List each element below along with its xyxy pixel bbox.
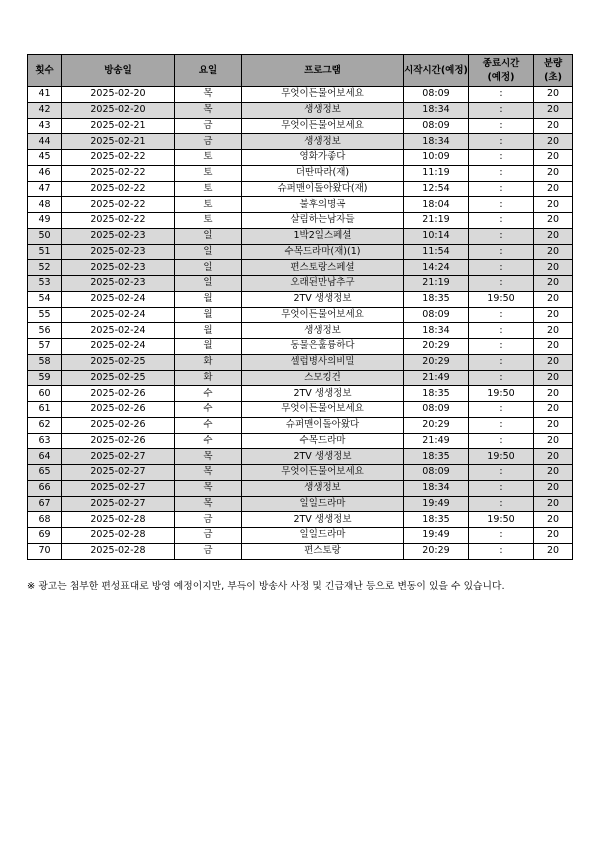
cell-end-time: :	[469, 465, 534, 481]
table-row	[28, 543, 573, 559]
cell-broadcast-date: 2025-02-27	[62, 449, 175, 465]
cell-duration: 20	[534, 323, 573, 339]
cell-program: 편스토랑스페셜	[242, 260, 404, 276]
cell-duration: 20	[534, 291, 573, 307]
cell-program: 불후의명곡	[242, 197, 404, 213]
cell-program: 일일드라마	[242, 528, 404, 544]
table-row	[28, 260, 573, 276]
cell-end-time: :	[469, 354, 534, 370]
cell-weekday: 수	[175, 417, 242, 433]
cell-start-time: 10:09	[404, 150, 469, 166]
cell-program: 셀럽병사의비밀	[242, 354, 404, 370]
cell-start-time: 21:49	[404, 433, 469, 449]
cell-broadcast-date: 2025-02-26	[62, 402, 175, 418]
cell-end-time: :	[469, 228, 534, 244]
cell-end-time: :	[469, 480, 534, 496]
cell-count: 45	[28, 150, 62, 166]
cell-start-time: 19:49	[404, 528, 469, 544]
cell-broadcast-date: 2025-02-24	[62, 291, 175, 307]
cell-program: 무엇이든물어보세요	[242, 465, 404, 481]
table-row	[28, 339, 573, 355]
cell-weekday: 토	[175, 150, 242, 166]
cell-program: 무엇이든물어보세요	[242, 118, 404, 134]
cell-broadcast-date: 2025-02-21	[62, 118, 175, 134]
header-weekday: 요일	[175, 55, 242, 87]
cell-start-time: 12:54	[404, 181, 469, 197]
cell-broadcast-date: 2025-02-23	[62, 276, 175, 292]
table-row	[28, 402, 573, 418]
table-row	[28, 417, 573, 433]
table-row	[28, 512, 573, 528]
cell-end-time: :	[469, 150, 534, 166]
cell-end-time: :	[469, 276, 534, 292]
cell-broadcast-date: 2025-02-26	[62, 417, 175, 433]
cell-broadcast-date: 2025-02-24	[62, 323, 175, 339]
cell-count: 41	[28, 87, 62, 103]
table-row	[28, 228, 573, 244]
table-row	[28, 528, 573, 544]
table-row	[28, 323, 573, 339]
cell-program: 무엇이든물어보세요	[242, 87, 404, 103]
cell-broadcast-date: 2025-02-24	[62, 307, 175, 323]
cell-start-time: 20:29	[404, 417, 469, 433]
cell-start-time: 20:29	[404, 339, 469, 355]
cell-weekday: 토	[175, 197, 242, 213]
table-body	[28, 87, 573, 560]
cell-program: 2TV 생생정보	[242, 386, 404, 402]
cell-weekday: 월	[175, 307, 242, 323]
cell-count: 42	[28, 102, 62, 118]
cell-broadcast-date: 2025-02-20	[62, 102, 175, 118]
cell-count: 65	[28, 465, 62, 481]
cell-broadcast-date: 2025-02-27	[62, 465, 175, 481]
cell-broadcast-date: 2025-02-22	[62, 165, 175, 181]
table-row	[28, 87, 573, 103]
cell-start-time: 21:19	[404, 213, 469, 229]
cell-program: 수목드라마	[242, 433, 404, 449]
cell-start-time: 10:14	[404, 228, 469, 244]
cell-broadcast-date: 2025-02-21	[62, 134, 175, 150]
cell-count: 52	[28, 260, 62, 276]
cell-end-time: :	[469, 370, 534, 386]
cell-weekday: 월	[175, 291, 242, 307]
cell-duration: 20	[534, 339, 573, 355]
table-row	[28, 449, 573, 465]
table-row	[28, 244, 573, 260]
cell-program: 2TV 생생정보	[242, 449, 404, 465]
cell-broadcast-date: 2025-02-23	[62, 260, 175, 276]
cell-end-time: :	[469, 244, 534, 260]
cell-end-time: :	[469, 323, 534, 339]
table-row	[28, 433, 573, 449]
cell-broadcast-date: 2025-02-28	[62, 543, 175, 559]
table-row	[28, 134, 573, 150]
cell-duration: 20	[534, 260, 573, 276]
cell-broadcast-date: 2025-02-22	[62, 197, 175, 213]
cell-duration: 20	[534, 118, 573, 134]
header-program: 프로그램	[242, 55, 404, 87]
cell-duration: 20	[534, 134, 573, 150]
cell-count: 62	[28, 417, 62, 433]
cell-weekday: 목	[175, 480, 242, 496]
cell-program: 생생정보	[242, 134, 404, 150]
cell-weekday: 화	[175, 354, 242, 370]
cell-weekday: 금	[175, 134, 242, 150]
cell-end-time: :	[469, 339, 534, 355]
cell-end-time: :	[469, 307, 534, 323]
cell-duration: 20	[534, 150, 573, 166]
cell-count: 68	[28, 512, 62, 528]
cell-weekday: 일	[175, 228, 242, 244]
table-row	[28, 165, 573, 181]
cell-weekday: 일	[175, 276, 242, 292]
cell-start-time: 08:09	[404, 118, 469, 134]
cell-end-time: :	[469, 181, 534, 197]
table-row	[28, 213, 573, 229]
cell-end-time: 19:50	[469, 291, 534, 307]
cell-count: 63	[28, 433, 62, 449]
cell-start-time: 11:19	[404, 165, 469, 181]
cell-start-time: 14:24	[404, 260, 469, 276]
cell-start-time: 11:54	[404, 244, 469, 260]
cell-duration: 20	[534, 386, 573, 402]
cell-weekday: 수	[175, 402, 242, 418]
cell-count: 60	[28, 386, 62, 402]
cell-end-time: :	[469, 260, 534, 276]
cell-duration: 20	[534, 276, 573, 292]
cell-duration: 20	[534, 433, 573, 449]
cell-broadcast-date: 2025-02-26	[62, 433, 175, 449]
cell-weekday: 목	[175, 496, 242, 512]
cell-weekday: 월	[175, 339, 242, 355]
cell-program: 슈퍼맨이돌아왔다(재)	[242, 181, 404, 197]
cell-end-time: 19:50	[469, 386, 534, 402]
header-count: 횟수	[28, 55, 62, 87]
cell-duration: 20	[534, 512, 573, 528]
cell-start-time: 21:19	[404, 276, 469, 292]
cell-duration: 20	[534, 465, 573, 481]
cell-program: 2TV 생생정보	[242, 291, 404, 307]
cell-count: 46	[28, 165, 62, 181]
cell-count: 55	[28, 307, 62, 323]
cell-weekday: 금	[175, 543, 242, 559]
cell-program: 동물은훌륭하다	[242, 339, 404, 355]
cell-start-time: 18:35	[404, 291, 469, 307]
cell-broadcast-date: 2025-02-26	[62, 386, 175, 402]
cell-weekday: 목	[175, 449, 242, 465]
cell-broadcast-date: 2025-02-23	[62, 244, 175, 260]
cell-count: 66	[28, 480, 62, 496]
cell-weekday: 금	[175, 512, 242, 528]
cell-start-time: 18:35	[404, 449, 469, 465]
cell-start-time: 18:35	[404, 512, 469, 528]
cell-count: 59	[28, 370, 62, 386]
cell-duration: 20	[534, 449, 573, 465]
cell-end-time: :	[469, 213, 534, 229]
cell-count: 51	[28, 244, 62, 260]
cell-count: 54	[28, 291, 62, 307]
cell-end-time: :	[469, 528, 534, 544]
cell-program: 1박2일스페셜	[242, 228, 404, 244]
table-row	[28, 496, 573, 512]
cell-weekday: 일	[175, 260, 242, 276]
cell-broadcast-date: 2025-02-27	[62, 496, 175, 512]
cell-duration: 20	[534, 402, 573, 418]
table-row	[28, 150, 573, 166]
table-row	[28, 480, 573, 496]
table-row	[28, 181, 573, 197]
cell-broadcast-date: 2025-02-20	[62, 87, 175, 103]
cell-broadcast-date: 2025-02-23	[62, 228, 175, 244]
cell-count: 57	[28, 339, 62, 355]
cell-broadcast-date: 2025-02-25	[62, 354, 175, 370]
cell-start-time: 21:49	[404, 370, 469, 386]
table-row	[28, 307, 573, 323]
cell-weekday: 목	[175, 465, 242, 481]
cell-count: 61	[28, 402, 62, 418]
cell-weekday: 수	[175, 433, 242, 449]
cell-duration: 20	[534, 370, 573, 386]
cell-start-time: 08:09	[404, 87, 469, 103]
cell-end-time: 19:50	[469, 449, 534, 465]
cell-broadcast-date: 2025-02-24	[62, 339, 175, 355]
cell-start-time: 08:09	[404, 307, 469, 323]
cell-start-time: 20:29	[404, 543, 469, 559]
table-header-row	[28, 55, 573, 87]
cell-duration: 20	[534, 417, 573, 433]
table-row	[28, 197, 573, 213]
cell-start-time: 19:49	[404, 496, 469, 512]
cell-broadcast-date: 2025-02-27	[62, 480, 175, 496]
cell-duration: 20	[534, 165, 573, 181]
cell-weekday: 금	[175, 528, 242, 544]
cell-duration: 20	[534, 354, 573, 370]
cell-start-time: 08:09	[404, 465, 469, 481]
cell-count: 50	[28, 228, 62, 244]
cell-start-time: 18:34	[404, 134, 469, 150]
cell-program: 무엇이든물어보세요	[242, 402, 404, 418]
cell-count: 70	[28, 543, 62, 559]
cell-start-time: 18:04	[404, 197, 469, 213]
table-row	[28, 291, 573, 307]
cell-broadcast-date: 2025-02-28	[62, 528, 175, 544]
cell-weekday: 토	[175, 165, 242, 181]
cell-start-time: 18:35	[404, 386, 469, 402]
cell-weekday: 화	[175, 370, 242, 386]
cell-duration: 20	[534, 480, 573, 496]
table-row	[28, 370, 573, 386]
header-end-time: 종료시간 (예정)	[469, 55, 534, 87]
cell-program: 생생정보	[242, 480, 404, 496]
table-row	[28, 386, 573, 402]
cell-duration: 20	[534, 181, 573, 197]
cell-duration: 20	[534, 228, 573, 244]
cell-program: 2TV 생생정보	[242, 512, 404, 528]
cell-program: 영화가좋다	[242, 150, 404, 166]
cell-duration: 20	[534, 244, 573, 260]
table-row	[28, 276, 573, 292]
cell-broadcast-date: 2025-02-28	[62, 512, 175, 528]
cell-broadcast-date: 2025-02-22	[62, 213, 175, 229]
cell-count: 69	[28, 528, 62, 544]
cell-count: 56	[28, 323, 62, 339]
cell-count: 67	[28, 496, 62, 512]
cell-end-time: :	[469, 433, 534, 449]
cell-count: 43	[28, 118, 62, 134]
header-broadcast-date: 방송일	[62, 55, 175, 87]
cell-program: 일일드라마	[242, 496, 404, 512]
cell-start-time: 08:09	[404, 402, 469, 418]
cell-weekday: 토	[175, 213, 242, 229]
cell-start-time: 18:34	[404, 480, 469, 496]
cell-weekday: 일	[175, 244, 242, 260]
cell-count: 58	[28, 354, 62, 370]
cell-weekday: 월	[175, 323, 242, 339]
cell-count: 53	[28, 276, 62, 292]
cell-program: 살림하는남자들	[242, 213, 404, 229]
cell-end-time: :	[469, 102, 534, 118]
cell-end-time: :	[469, 87, 534, 103]
cell-weekday: 목	[175, 102, 242, 118]
cell-start-time: 18:34	[404, 102, 469, 118]
cell-end-time: :	[469, 402, 534, 418]
table-row	[28, 465, 573, 481]
table-row	[28, 102, 573, 118]
cell-weekday: 목	[175, 87, 242, 103]
notice-text: ※ 광고는 첨부한 편성표대로 방영 예정이지만, 부득이 방송사 사정 및 긴급재난 등으로 변동이 있을 수 있습니다.	[27, 581, 505, 592]
cell-duration: 20	[534, 543, 573, 559]
cell-broadcast-date: 2025-02-25	[62, 370, 175, 386]
cell-duration: 20	[534, 102, 573, 118]
cell-count: 64	[28, 449, 62, 465]
cell-program: 생생정보	[242, 102, 404, 118]
cell-program: 생생정보	[242, 323, 404, 339]
cell-end-time: :	[469, 197, 534, 213]
header-start-time: 시작시간(예정)	[404, 55, 469, 87]
cell-program: 무엇이든물어보세요	[242, 307, 404, 323]
cell-end-time: :	[469, 165, 534, 181]
cell-start-time: 18:34	[404, 323, 469, 339]
cell-program: 스모킹건	[242, 370, 404, 386]
cell-program: 슈퍼맨이돌아왔다	[242, 417, 404, 433]
cell-end-time: 19:50	[469, 512, 534, 528]
cell-broadcast-date: 2025-02-22	[62, 150, 175, 166]
cell-end-time: :	[469, 417, 534, 433]
cell-duration: 20	[534, 528, 573, 544]
cell-end-time: :	[469, 543, 534, 559]
cell-duration: 20	[534, 197, 573, 213]
cell-start-time: 20:29	[404, 354, 469, 370]
header-duration: 분량 (초)	[534, 55, 573, 87]
cell-count: 47	[28, 181, 62, 197]
table-row	[28, 354, 573, 370]
cell-weekday: 수	[175, 386, 242, 402]
cell-program: 오래된만남추구	[242, 276, 404, 292]
cell-program: 수목드라마(재)(1)	[242, 244, 404, 260]
cell-end-time: :	[469, 134, 534, 150]
cell-duration: 20	[534, 496, 573, 512]
cell-duration: 20	[534, 87, 573, 103]
cell-program: 편스토랑	[242, 543, 404, 559]
table-row	[28, 118, 573, 134]
cell-end-time: :	[469, 496, 534, 512]
cell-duration: 20	[534, 213, 573, 229]
cell-count: 48	[28, 197, 62, 213]
cell-broadcast-date: 2025-02-22	[62, 181, 175, 197]
cell-weekday: 토	[175, 181, 242, 197]
cell-duration: 20	[534, 307, 573, 323]
cell-program: 더딴따라(재)	[242, 165, 404, 181]
cell-count: 44	[28, 134, 62, 150]
cell-weekday: 금	[175, 118, 242, 134]
cell-count: 49	[28, 213, 62, 229]
broadcast-schedule-table	[27, 54, 573, 560]
cell-end-time: :	[469, 118, 534, 134]
